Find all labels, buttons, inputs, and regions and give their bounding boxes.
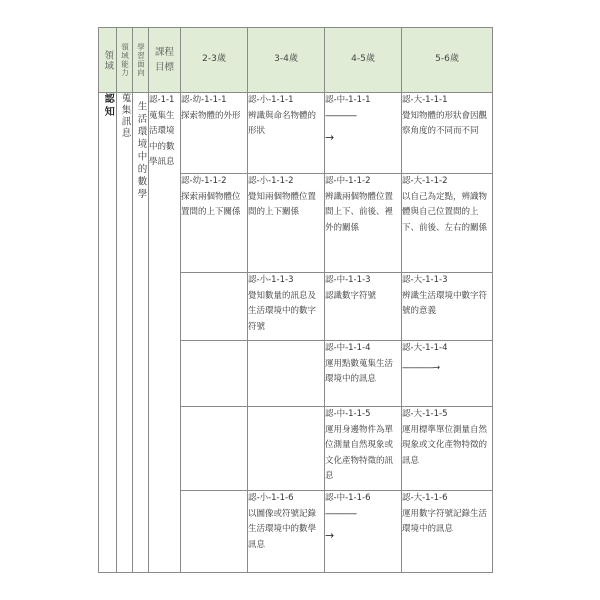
arrow-right-icon: → <box>325 529 335 542</box>
cell-code: 認-小-1-1-2 <box>248 176 294 186</box>
cell-4-5 <box>325 491 402 573</box>
goal-cell <box>149 93 181 573</box>
cell-text: 運用身邊物件為單位測量自然現象或文化產物特徵的訊息 <box>325 424 394 481</box>
cell-3-4-empty <box>248 407 325 491</box>
cell-code: 認-幼-1-1-1 <box>181 95 227 105</box>
cell-code: 認-小-1-1-6 <box>248 493 294 503</box>
header-row <box>99 28 493 93</box>
cell-text: 運用數字符號記錄生活環境中的訊息 <box>402 508 488 534</box>
cell-code: 認-中-1-1-6 <box>325 493 371 503</box>
goal-text: 蒐集生活環境中的數學訊息 <box>149 110 175 167</box>
cell-3-4 <box>248 491 325 573</box>
cell-code: 認-中-1-1-1 <box>325 95 371 105</box>
cell-5-6 <box>402 407 493 491</box>
header-age-2-3: 2-3歲 <box>181 28 248 93</box>
cell-3-4 <box>248 174 325 273</box>
cell-text: 辨識與命名物體的形狀 <box>248 110 317 136</box>
cell-code: 認-小-1-1-1 <box>248 95 294 105</box>
cell-3-4-empty <box>248 341 325 407</box>
cell-code: 認-大-1-1-3 <box>402 275 448 285</box>
cell-text: 運用標準單位測量自然現象或文化產物特徵的訊息 <box>402 424 488 466</box>
header-ability: 領域能力 <box>117 28 133 93</box>
cell-text: 探索物體的外形 <box>181 110 241 121</box>
cell-5-6 <box>402 341 493 407</box>
cell-2-3 <box>181 93 248 174</box>
cell-text: 覺知物體的形狀會因觀察角度的不同而不同 <box>402 110 488 136</box>
cell-text: 覺知數量的訊息及生活環境中的數字符號 <box>248 290 317 332</box>
cell-3-4 <box>248 273 325 341</box>
arrow-right-icon: → <box>325 131 335 144</box>
cell-code: 認-大-1-1-1 <box>402 95 448 105</box>
header-age-3-4: 3-4歲 <box>248 28 325 93</box>
cell-2-3-empty <box>181 341 248 407</box>
cell-code: 認-大-1-1-4 <box>402 343 448 353</box>
cell-4-5 <box>325 273 402 341</box>
cell-text: 運用點數蒐集生活環境中的訊息 <box>325 358 394 384</box>
cell-code: 認-幼-1-1-2 <box>181 176 227 186</box>
cell-4-5 <box>325 407 402 491</box>
cell-text: 以自己為定點，辨識物體與自己位置間的上下、前後、左右的關係 <box>402 191 488 233</box>
curriculum-table <box>98 27 493 573</box>
header-domain: 領域 <box>99 28 117 93</box>
cell-code: 認-大-1-1-5 <box>402 409 448 419</box>
cell-text: 以圖像或符號記錄生活環境中的數學訊息 <box>248 508 317 550</box>
cell-text: 探索兩個物體位置間的上下關係 <box>181 191 241 217</box>
cell-5-6 <box>402 491 493 573</box>
table-row <box>99 93 493 174</box>
cell-4-5 <box>325 174 402 273</box>
cell-code: 認-中-1-1-2 <box>325 176 371 186</box>
cell-code: 認-中-1-1-5 <box>325 409 371 419</box>
domain-cell: 認知 <box>99 93 117 573</box>
cell-2-3-empty <box>181 273 248 341</box>
cell-code: 認-中-1-1-4 <box>325 343 371 353</box>
header-goal: 課程目標 <box>149 28 181 93</box>
cell-text: 辨識兩個物體位置間上下、前後、裡外的關係 <box>325 191 394 233</box>
cell-2-3-empty <box>181 491 248 573</box>
cell-text: 覺知兩個物體位置間的上下關係 <box>248 191 317 217</box>
cell-4-5 <box>325 341 402 407</box>
cell-code: 認-大-1-1-2 <box>402 176 448 186</box>
cell-2-3-empty <box>181 407 248 491</box>
ability-cell: 蒐集訊息 <box>117 93 133 573</box>
continuation-dash: --------------- <box>325 110 357 121</box>
cell-text: 辨識生活環境中數字符號的意義 <box>402 290 488 316</box>
cell-text: 認識數字符號 <box>325 290 377 301</box>
cell-4-5 <box>325 93 402 174</box>
cell-2-3 <box>181 174 248 273</box>
header-age-4-5: 4-5歲 <box>325 28 402 93</box>
continuation-dash: --------------- <box>325 508 357 519</box>
cell-code: 認-大-1-1-6 <box>402 493 448 503</box>
cell-5-6 <box>402 93 493 174</box>
cell-code: 認-小-1-1-3 <box>248 275 294 285</box>
aspect-cell: 生活環境中的數學 <box>133 93 149 573</box>
header-aspect: 學習面向 <box>133 28 149 93</box>
cell-code: 認-中-1-1-3 <box>325 275 371 285</box>
goal-code: 認-1-1 <box>149 95 175 105</box>
cell-5-6 <box>402 273 493 341</box>
cell-5-6 <box>402 174 493 273</box>
header-age-5-6: 5-6歲 <box>402 28 493 93</box>
cell-3-4 <box>248 93 325 174</box>
continuation-arrow: ---------------→ <box>402 362 440 373</box>
